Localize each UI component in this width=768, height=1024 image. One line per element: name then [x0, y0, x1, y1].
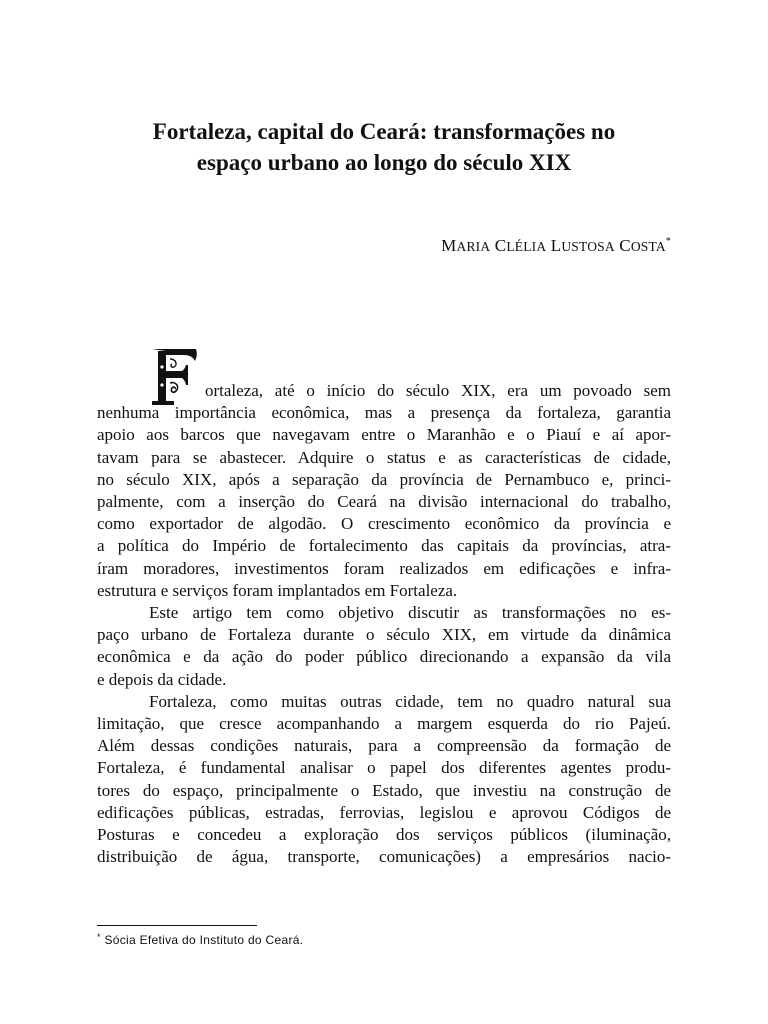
footnote-divider	[97, 925, 257, 926]
footnote-text: Sócia Efetiva do Instituto do Ceará.	[104, 933, 304, 947]
body-line: paço urbano de Fortaleza durante o século XIX, em virtude da dinâmica	[97, 625, 671, 645]
body-line: Fortaleza, é fundamental analisar o papel dos diferentes agentes produ-	[97, 758, 671, 778]
body-line: distribuição de água, transporte, comunicações) a empresários nacio-	[97, 847, 671, 867]
footnote	[97, 932, 303, 947]
author-footnote-marker: *	[665, 236, 671, 247]
body-line: Este artigo tem como objetivo discutir as transformações no es-	[149, 603, 671, 623]
body-line: no século XIX, após a separação da província de Pernambuco e, princi-	[97, 469, 671, 489]
body-line: estrutura e serviços foram implantados em Fortaleza.	[97, 580, 458, 600]
body-line: Posturas e concedeu a exploração dos serviços públicos (iluminação,	[97, 825, 671, 845]
body-line: tavam para se abastecer. Adquire o status e as características de cidade,	[97, 447, 671, 467]
body-line: edificações públicas, estradas, ferrovias, legislou e aprovou Códigos de	[97, 802, 671, 822]
title-line-2: espaço urbano ao longo do século XIX	[196, 150, 572, 175]
body-line: e depois da cidade.	[97, 669, 227, 689]
body-line: ortaleza, até o início do século XIX, era um povoado sem	[205, 381, 671, 400]
body-line: apoio aos barcos que navegavam entre o Maranhão e o Piauí e aí apor-	[97, 425, 671, 445]
body-line: a política do Império de fortalecimento das capitais da províncias, atra-	[97, 536, 671, 556]
article-body	[97, 380, 671, 868]
body-line: como exportador de algodão. O crescimento econômico da província e	[97, 514, 671, 534]
body-line: Além dessas condições naturais, para a compreensão da formação de	[97, 736, 671, 756]
body-line: tores do espaço, principalmente o Estado, que investiu na construção de	[97, 780, 671, 800]
body-line: íram moradores, investimentos foram realizados em edificações e infra-	[97, 558, 671, 578]
body-line: nenhuma importância econômica, mas a presença da fortaleza, garantia	[97, 403, 671, 423]
title-line-1: Fortaleza, capital do Ceará: transformações no	[152, 119, 616, 144]
body-line: Fortaleza, como muitas outras cidade, tem no quadro natural sua	[149, 691, 671, 711]
article-title	[60, 116, 708, 178]
body-line: palmente, com a inserção do Ceará na divisão internacional do trabalho,	[97, 492, 671, 512]
body-line: limitação, que cresce acompanhando a margem esquerda do rio Pajeú.	[97, 714, 671, 734]
body-line: econômica e da ação do poder público direcionando a expansão da vila	[97, 647, 671, 667]
author-name: MARIA CLÉLIA LUSTOSA COSTA*	[441, 236, 671, 255]
footnote-marker: *	[97, 932, 101, 942]
